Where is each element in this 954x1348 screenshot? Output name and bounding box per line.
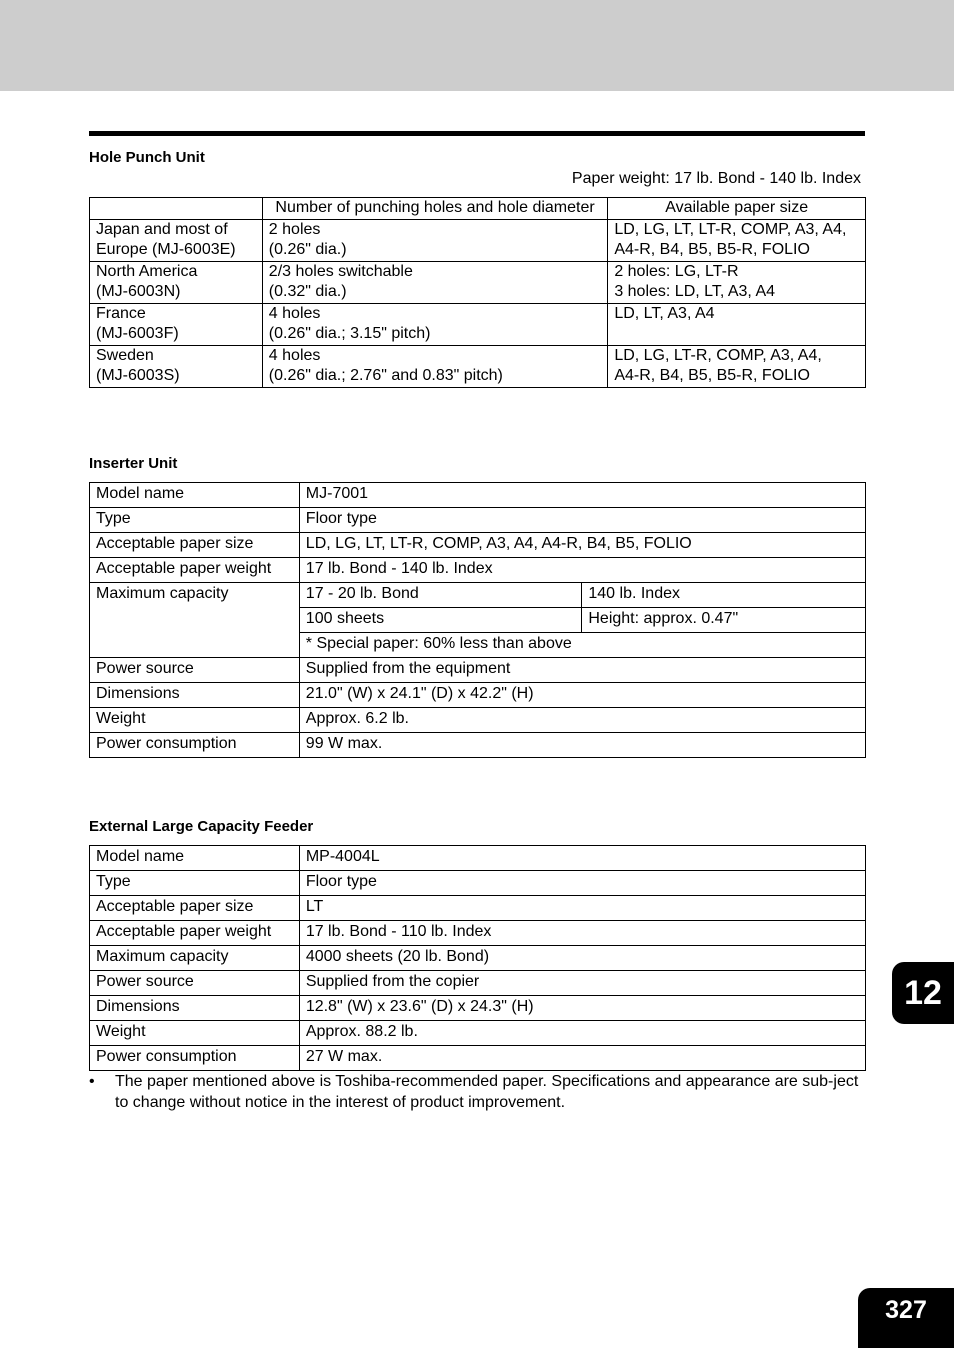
table-row [90,683,866,708]
spec-label: Dimensions [90,996,300,1021]
table-row [90,658,866,683]
table-row [90,508,866,533]
table-row [90,583,866,608]
table-row [90,558,866,583]
table-row [90,871,866,896]
paper-size-cell: LD, LG, LT, LT-R, COMP, A3, A4, A4-R, B4, B5, B5-R, FOLIO [608,219,866,261]
spec-value: 27 W max. [299,1046,865,1071]
table-row [90,219,866,261]
spec-label: Power consumption [90,1046,300,1071]
spec-value: 17 lb. Bond - 140 lb. Index [299,558,865,583]
paper-size-cell: 2 holes: LG, LT-R 3 holes: LD, LT, A3, A4 [608,261,866,303]
spec-value: * Special paper: 60% less than above [299,633,865,658]
spec-label: Maximum capacity [90,583,300,658]
table-row [90,896,866,921]
spec-label: Model name [90,483,300,508]
table-row [90,533,866,558]
table-row [90,303,866,345]
spec-label: Acceptable paper size [90,533,300,558]
holes-cell: 4 holes (0.26" dia.; 2.76" and 0.83" pitch) [262,345,608,387]
spec-label: Type [90,871,300,896]
spec-value: LD, LG, LT, LT-R, COMP, A3, A4, A4-R, B4, B5, FOLIO [299,533,865,558]
spec-value: 140 lb. Index [582,583,866,608]
spec-value: 21.0" (W) x 24.1" (D) x 42.2" (H) [299,683,865,708]
region-cell: Japan and most of Europe (MJ-6003E) [90,219,263,261]
table-row [90,1021,866,1046]
table-row [90,733,866,758]
spec-value: MJ-7001 [299,483,865,508]
spec-value: 17 - 20 lb. Bond [299,583,582,608]
header-cell-empty [90,198,263,220]
spec-label: Power source [90,658,300,683]
bullet-icon: • [89,1073,95,1090]
spec-value: 12.8" (W) x 23.6" (D) x 24.3" (H) [299,996,865,1021]
page-number: 327 [858,1288,954,1348]
region-cell: North America (MJ-6003N) [90,261,263,303]
holes-cell: 2/3 holes switchable (0.32" dia.) [262,261,608,303]
spec-value: Floor type [299,871,865,896]
spec-label: Dimensions [90,683,300,708]
spec-label: Acceptable paper weight [90,921,300,946]
paper-size-cell: LD, LT, A3, A4 [608,303,866,345]
spec-value: MP-4004L [299,846,865,871]
header-cell-paper-size: Available paper size [608,198,866,220]
table-row [90,345,866,387]
holes-cell: 4 holes (0.26" dia.; 3.15" pitch) [262,303,608,345]
region-cell: France (MJ-6003F) [90,303,263,345]
spec-value: 100 sheets [299,608,582,633]
spec-value: Approx. 88.2 lb. [299,1021,865,1046]
hole-punch-paper-weight: Paper weight: 17 lb. Bond - 140 lb. Index [571,170,861,187]
spec-label: Type [90,508,300,533]
inserter-title: Inserter Unit [89,455,178,472]
spec-value: LT [299,896,865,921]
table-row [90,996,866,1021]
spec-value: Supplied from the equipment [299,658,865,683]
spec-label: Weight [90,708,300,733]
section-rule [89,131,865,136]
table-row [90,1046,866,1071]
spec-value: 4000 sheets (20 lb. Bond) [299,946,865,971]
hole-punch-title: Hole Punch Unit [89,149,205,166]
spec-value: Floor type [299,508,865,533]
spec-label: Acceptable paper weight [90,558,300,583]
spec-label: Acceptable paper size [90,896,300,921]
header-cell-holes: Number of punching holes and hole diameter [262,198,608,220]
table-row [90,946,866,971]
holes-cell: 2 holes (0.26" dia.) [262,219,608,261]
table-row [90,483,866,508]
spec-label: Power consumption [90,733,300,758]
spec-label: Weight [90,1021,300,1046]
table-row [90,261,866,303]
spec-value: 17 lb. Bond - 110 lb. Index [299,921,865,946]
spec-value: Supplied from the copier [299,971,865,996]
feeder-table [89,845,866,1071]
table-row [90,846,866,871]
spec-value: Height: approx. 0.47" [582,608,866,633]
spec-label: Maximum capacity [90,946,300,971]
table-row [90,971,866,996]
spec-value: Approx. 6.2 lb. [299,708,865,733]
footnote [89,1072,865,1113]
hole-punch-table [89,197,866,388]
inserter-table [89,482,866,758]
paper-size-cell: LD, LG, LT-R, COMP, A3, A4, A4-R, B4, B5, B5-R, FOLIO [608,345,866,387]
header-band [0,0,954,91]
table-header-row [90,198,866,220]
feeder-title: External Large Capacity Feeder [89,818,314,835]
spec-label: Model name [90,846,300,871]
chapter-tab: 12 [892,962,954,1024]
spec-label: Power source [90,971,300,996]
region-cell: Sweden (MJ-6003S) [90,345,263,387]
table-row [90,708,866,733]
spec-value: 99 W max. [299,733,865,758]
footnote-text: The paper mentioned above is Toshiba-recommended paper. Specifications and appearance are sub-ject to change without notice in the interest of product improvement. [115,1073,859,1111]
table-row [90,921,866,946]
